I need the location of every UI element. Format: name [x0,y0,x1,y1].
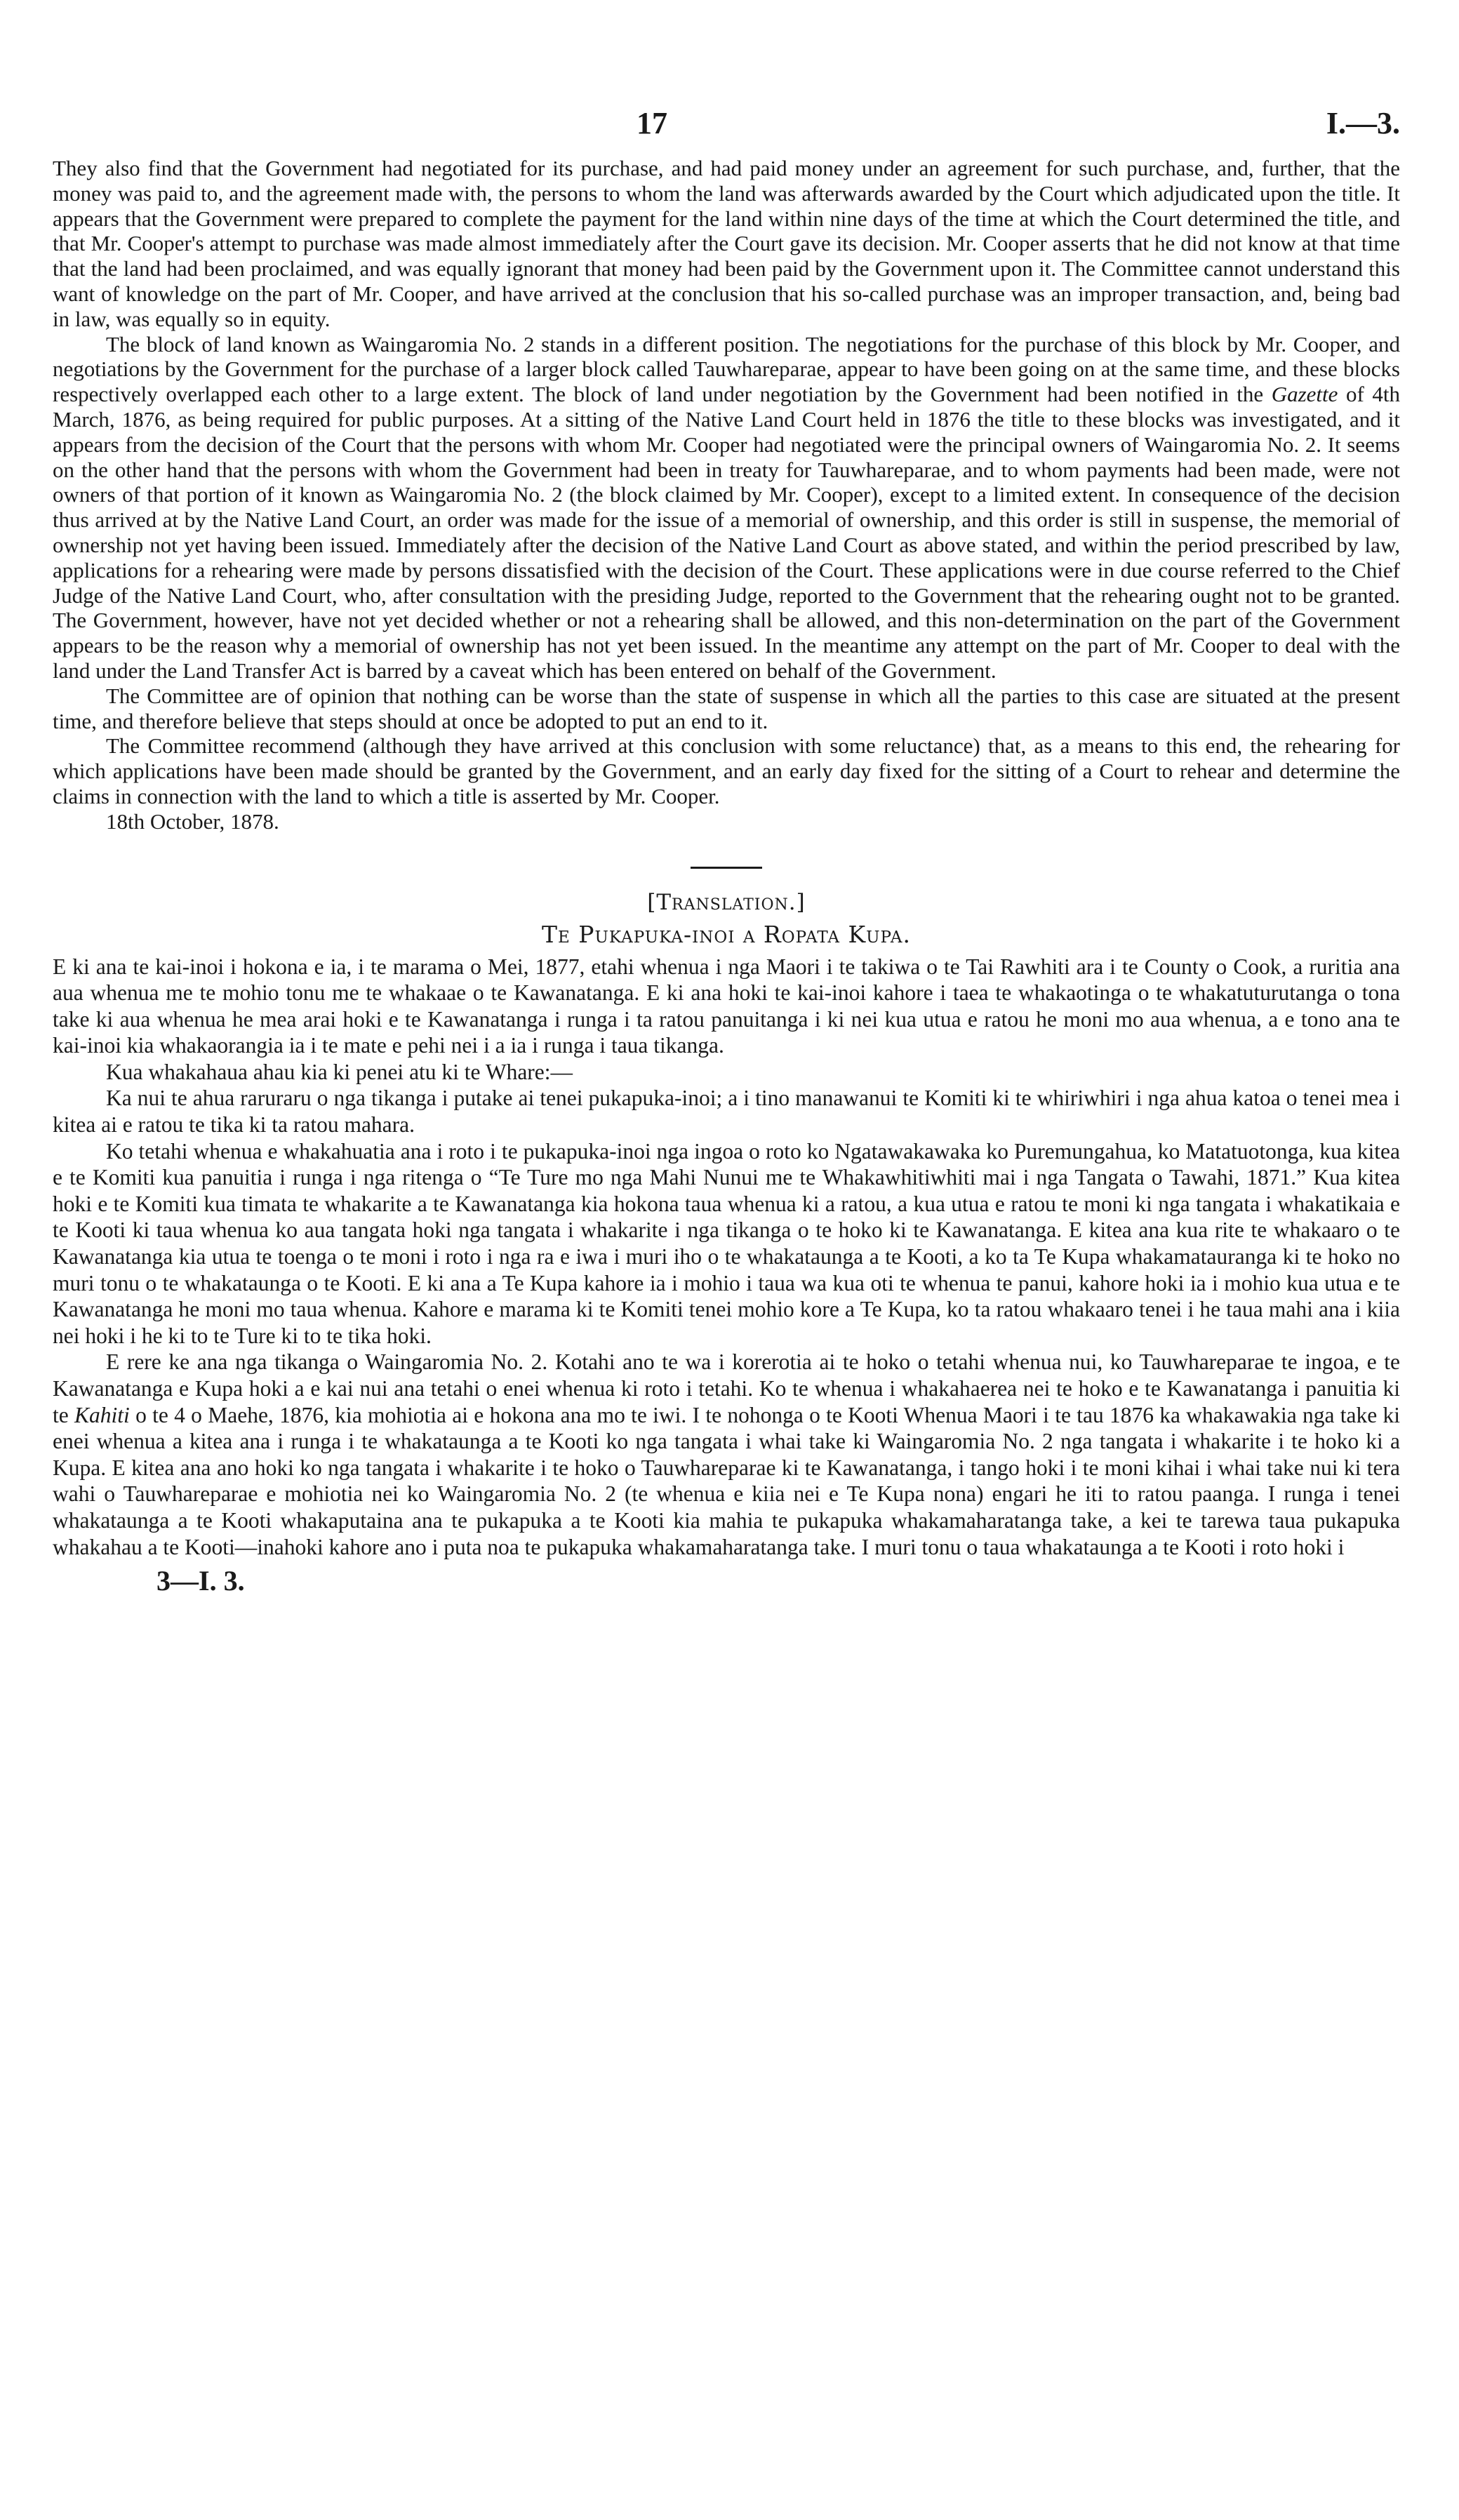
report-date: 18th October, 1878. [106,808,279,834]
document-reference: I.—3. [1326,106,1400,140]
text-run: o te 4 o Maehe, 1876, kia mohiotia ai e hokona ana mo te iwi. I te nohonga o te Kooti Whenua Maori i te tau 1876 ka whakawakia nga take ki enei whenua a kitea ana i runga i te whakataunga a te Kooti ko nga tangata i whai take ki Waingaromia No. 2 nga tangata i whakarite i te hoko ki a Kupa. E kitea ana ano hoki ko nga tangata i whakarite i te hoko o Tauwhareparae ki te Kawanatanga, i tango hoki i te moni kihai i whai take nui ki tera wahi o Tauwhareparae e mohiotia nei ko Waingaromia No. 2 (te whenua e kiia nei e Te Kupa nona) engari he iti to ratou paanga. I runga i tenei whakataunga a te Kooti whakaputaina ana te pukapuka a te Kooti kia mahia te pukapuka whakamaharatanga take, a kei te tarewa taua pukapuka whakahau a te Kooti—inahoki kahore ano i puta noa te pukapuka whakamaharatanga take. I muri tonu o taua whakataunga a te Kooti i roto hoki i [53,1402,1401,1559]
kahiti-reference: Kahiti [74,1402,130,1427]
text-run: E rere ke ana nga tikanga o Waingaromia No. 2. Kotahi ano te wa i korerotia ai te hoko o tetahi whenua nui, ko Tauwhareparae te ingoa, e te Kawanatanga e Kupa hoki a e kai nui ana tetahi o enei whenua ki roto i tetahi. Ko te whenua i whakahaerea nei te hoko e te Kawanatanga i panuitia ki te [53,1349,1400,1427]
gazette-reference: Gazette [1271,382,1338,407]
translation-paragraph: Ka nui te ahua raruraru o nga tikanga i putake ai tenei pukapuka-inoi; a i tino manawanui te Komiti ki te whiriwhiri i nga ahua katoa o tenei mea i kitea ai e ratou te tika ki ta ratou mahara. [53,1086,1400,1138]
translation-paragraph: E ki ana te kai-inoi i hokona e ia, i te marama o Mei, 1877, etahi whenua i nga Maori i te takiwa o te Tai Rawhiti ara i te County o Cook, a ruritia ana aua whenua me te mohio tonu me te whakaae o te Kawanatanga. E ki ana hoki te kai-inoi kahore i taea te whakaotinga o te whakatuturutanga o tona take ki aua whenua he mea arai hoki e te Kawanatanga i runga i ta ratou panuitanga i ki nei kua utua e ratou he moni mo aua whenua, a e tono ana te kai-inoi kia whakaorangia ia i te mate e pehi nei i a ia i runga i taua tikanga. [53,954,1400,1058]
translation-label: [Translation.] [647,889,806,915]
report-paragraph: They also find that the Government had negotiated for its purchase, and had paid money under an agreement for such purchase, and, further, that the money was paid to, and the agreement made with, the persons to whom the land was afterwards awarded by the Court which adjudicated upon the title. It appears that the Government were prepared to complete the payment for the land within nine days of the time at which the Court determined the title, and that Mr. Cooper's attempt to purchase was made almost immediately after the Court gave its decision. Mr. Cooper asserts that he did not know at that time that the land had been proclaimed, and was equally ignorant that money had been paid by the Government upon it. The Committee cannot understand this want of knowledge on the part of Mr. Cooper, and have arrived at the conclusion that his so-called purchase was an improper transaction, and, being bad in law, was equally so in equity. [53,156,1400,331]
page-header [53,105,1400,156]
translation-title: Te Pukapuka-inoi a Ropata Kupa. [541,920,912,948]
translation-body [53,954,1400,1561]
page-number: 17 [637,106,667,140]
page-signature: 3—I. 3. [156,1565,245,1597]
translation-paragraph: Ko tetahi whenua e whakahuatia ana i roto i te pukapuka-inoi nga ingoa o roto ko Ngatawakawaka ko Puremungahua, ko Matatuotonga, kua kitea e te Komiti kua panuitia i runga i nga ritenga o “Te Ture mo nga Mahi Nunui me te Whakawhitiwhiti mai i nga Tangata o Tawahi, 1871.” Kua kitea hoki e te Komiti kua timata te whakarite a te Kawanatanga kia hokona taua whenua ki a ratou, a kua utua e ratou te moni ki nga tangata i whakatikaia e te Kooti ki taua whenua ko aua tangata hoki nga tangata i whakarite i nga tikanga o te hoko ki te Kawanatanga. E kitea ana kua rite te whakaaro o te Kawanatanga kia utua te toenga o te moni i roto i nga ra e iwa i muri iho o te whakataunga a te Kooti, a ko ta Te Kupa whakamatauranga ki te hoko no muri tonu o te whakataunga o te Kooti. E ki ana a Te Kupa kahore ia i mohio i taua wa kua oti te whenua te panui, kahore hoki ia i mohio kua utua e te Kawanatanga he moni mo taua whenua. Kahore e marama ki te Komiti tenei mohio kore a Te Kupa, ko ta ratou whakaaro tenei i he taua mahi ana i kiia nei hoki i he ki to te Ture ki to te tika hoki. [53,1138,1400,1348]
document-page [53,105,1400,2477]
translation-paragraph-waingaromia [53,1349,1400,1560]
text-run: of 4th March, 1876, as being required for public purposes. At a sitting of the Native Land Court held in 1876 the title to these blocks was investigated, and it appears from the decision of the Court that the persons with whom Mr. Cooper had negotiated were the principal owners of Waingaromia No. 2. It seems on the other hand that the persons with whom the Government had been in treaty for Tauwhareparae, and to whom payments had been made, were not owners of that portion of it known as Waingaromia No. 2 (the block claimed by Mr. Cooper), except to a limited extent. In consequence of the decision thus arrived at by the Native Land Court, an order was made for the issue of a memorial of ownership, and this order is still in suspense, the memorial of ownership not yet having been issued. Immediately after the decision of the Native Land Court as above stated, and within the period prescribed by law, applications for a rehearing were made by persons dissatisfied with the decision of the Court. These applications were in due course referred to the Chief Judge of the Native Land Court, who, after consultation with the presiding Judge, reported to the Government that the rehearing ought not to be granted. The Government, however, have not yet decided whether or not a rehearing shall be allowed, and this non-determination on the part of the Government appears to be the reason why a memorial of ownership has not yet been issued. In the meantime any attempt on the part of Mr. Cooper to deal with the land under the Land Transfer Act is barred by a caveat which has been entered on behalf of the Government. [53,382,1400,683]
report-paragraph: The Committee are of opinion that nothing can be worse than the state of suspense in which all the parties to this case are situated at the present time, and therefore believe that steps should at once be adopted to put an end to it. [53,683,1400,733]
report-paragraph: The Committee recommend (although they have arrived at this conclusion with some reluctance) that, as a means to this end, the rehearing for which applications have been made should be granted by the Government, and an early day fixed for the sitting of a Court to rehear and determine the claims in connection with the land to which a title is asserted by Mr. Cooper. [53,733,1400,808]
report-paragraph-waingaromia [53,332,1400,684]
report-body [53,156,1400,834]
translation-paragraph: Kua whakahaua ahau kia ki penei atu ki te Whare:— [106,1059,573,1084]
section-divider [691,867,762,869]
text-run: The block of land known as Waingaromia No. 2 stands in a different position. The negotiations for the purchase of this block by Mr. Cooper, and negotiations by the Government for the purchase of a larger block called Tauwhareparae, appear to have been going on at the same time, and these blocks respectively overlapped each other to a large extent. The block of land under negotiation by the Government had been notified in the [53,331,1400,407]
